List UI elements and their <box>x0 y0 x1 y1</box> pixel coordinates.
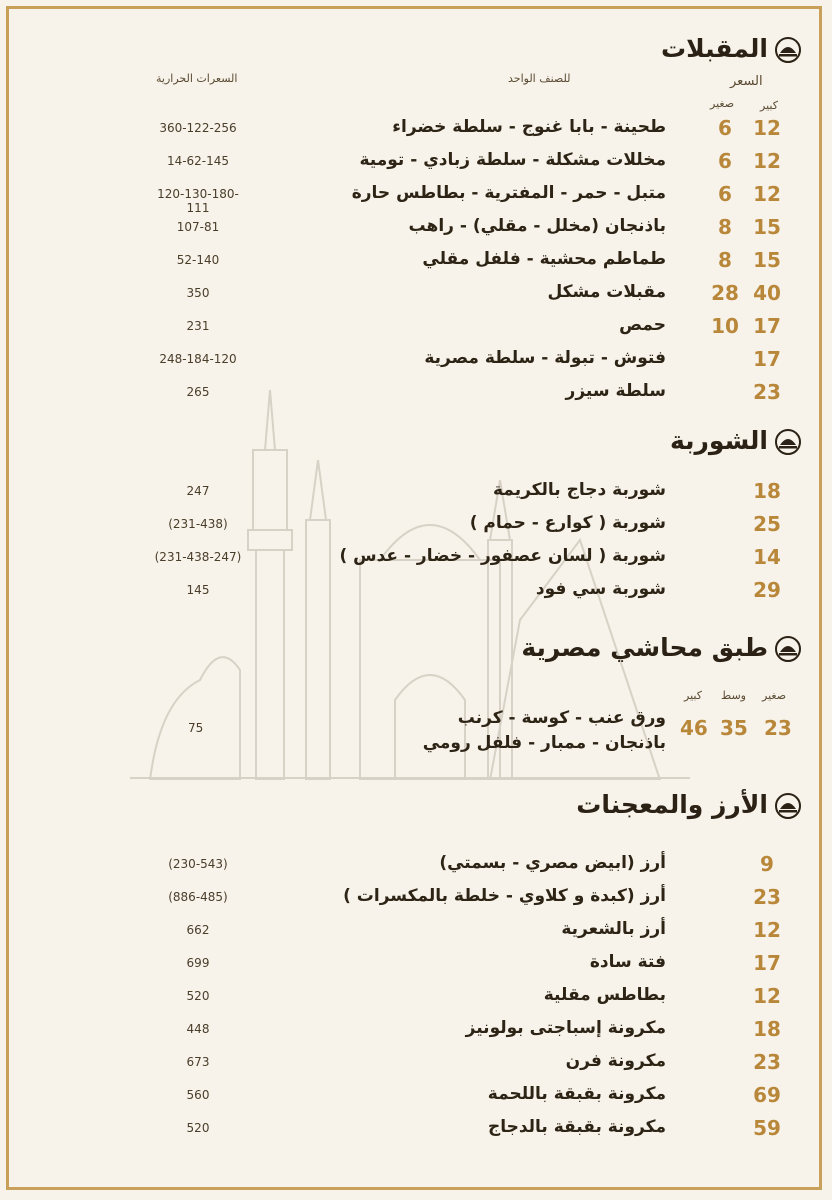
price-small: 6 <box>718 182 732 206</box>
item-calories: 248-184-120 <box>159 352 237 366</box>
item-name: سلطة سيزر <box>565 381 666 401</box>
price-large: 12 <box>753 116 781 140</box>
item-name: شوربة ( لسان عصفور - خضار - عدس ) <box>339 546 666 566</box>
menu-item <box>0 850 832 878</box>
item-name: مقبلات مشكل <box>547 282 666 302</box>
item-calories: (230-543) <box>168 857 228 871</box>
price-medium: 35 <box>720 716 748 740</box>
item-calories: (886-485) <box>168 890 228 904</box>
item-price: 12 <box>753 918 781 942</box>
item-calories: 520 <box>186 989 210 1003</box>
price-large: 12 <box>753 149 781 173</box>
menu-item <box>0 213 832 241</box>
header-unit: للصنف الواحد <box>508 72 571 85</box>
section-title-text: المقبلات <box>660 34 768 63</box>
dome-cover-icon <box>774 428 802 456</box>
menu-item <box>0 883 832 911</box>
item-calories: (231-438) <box>168 517 228 531</box>
item-calories: 662 <box>186 923 210 937</box>
item-calories: 52-140 <box>176 253 220 267</box>
price-small: 28 <box>711 281 739 305</box>
item-price: 9 <box>760 852 774 876</box>
menu-item <box>0 916 832 944</box>
item-price: 18 <box>753 1017 781 1041</box>
item-name: مخللات مشكلة - سلطة زبادي - تومية <box>359 150 666 170</box>
item-calories: 560 <box>186 1088 210 1102</box>
item-price: 12 <box>753 984 781 1008</box>
item-calories: (231-438-247) <box>154 550 242 564</box>
item-name: مكرونة بقبقة باللحمة <box>487 1084 666 1104</box>
item-name: حمص <box>619 315 666 335</box>
menu-item <box>0 1114 832 1142</box>
item-price: 59 <box>753 1116 781 1140</box>
item-name: بطاطس مقلية <box>543 985 666 1005</box>
price-large: 15 <box>753 215 781 239</box>
section-title-appetizers <box>661 34 802 64</box>
item-calories: 265 <box>186 385 210 399</box>
item-calories: 14-62-145 <box>166 154 230 168</box>
item-calories: 145 <box>186 583 210 597</box>
menu-item <box>0 1048 832 1076</box>
item-calories: 360-122-256 <box>159 121 237 135</box>
price-small: 6 <box>718 116 732 140</box>
size-large-label: كبير <box>684 689 702 702</box>
header-small: صغير <box>710 97 735 110</box>
menu-item <box>0 543 832 571</box>
item-name: طحينة - بابا غنوج - سلطة خضراء <box>392 117 666 137</box>
item-name: شوربة ( كوارع - حمام ) <box>469 513 666 533</box>
item-price: 23 <box>753 1050 781 1074</box>
price-large: 12 <box>753 182 781 206</box>
price-small: 10 <box>711 314 739 338</box>
item-name: مكرونة إسباجتى بولونيز <box>465 1018 666 1038</box>
menu-item <box>0 114 832 142</box>
menu-item <box>0 510 832 538</box>
item-price: 29 <box>753 578 781 602</box>
item-calories: 673 <box>186 1055 210 1069</box>
item-price: 25 <box>753 512 781 536</box>
item-calories: 520 <box>186 1121 210 1135</box>
price-large: 15 <box>753 248 781 272</box>
item-price: 69 <box>753 1083 781 1107</box>
price-large: 40 <box>753 281 781 305</box>
menu-item <box>0 378 832 406</box>
price-large: 46 <box>680 716 708 740</box>
menu-item <box>0 477 832 505</box>
item-name: طماطم محشية - فلفل مقلي <box>422 249 666 269</box>
price-large: 17 <box>753 347 781 371</box>
item-name-line-2: باذنجان - ممبار - فلفل رومي <box>422 733 666 753</box>
menu-item <box>0 1015 832 1043</box>
section-title-mahshi <box>521 633 802 663</box>
section-title-text: الشوربة <box>669 426 768 455</box>
header-calories: السعرات الحرارية <box>156 72 238 85</box>
item-name: أرز (ابيض مصري - بسمتي) <box>439 853 666 873</box>
menu-item <box>0 949 832 977</box>
item-calories: 350 <box>186 286 210 300</box>
item-price: 14 <box>753 545 781 569</box>
item-price: 18 <box>753 479 781 503</box>
item-calories: 247 <box>186 484 210 498</box>
dome-cover-icon <box>774 635 802 663</box>
item-name: مكرونة بقبقة بالدجاج <box>487 1117 666 1137</box>
price-small: 6 <box>718 149 732 173</box>
menu-item <box>0 279 832 307</box>
size-medium-label: وسط <box>721 689 746 702</box>
section-title-rice <box>576 790 802 820</box>
menu-item <box>0 312 832 340</box>
item-price: 23 <box>753 885 781 909</box>
item-name: فتة سادة <box>589 952 666 972</box>
section-title-text: طبق محاشي مصرية <box>521 633 768 662</box>
item-name: مكرونة فرن <box>565 1051 666 1071</box>
section-title-text: الأرز والمعجنات <box>576 790 768 819</box>
item-name: شوربة سي فود <box>535 579 666 599</box>
menu-item <box>0 147 832 175</box>
price-large: 23 <box>753 380 781 404</box>
menu-item <box>0 246 832 274</box>
item-name: أرز (كبدة و كلاوي - خلطة بالمكسرات ) <box>343 886 666 906</box>
item-name: باذنجان (مخلل - مقلي) - راهب <box>408 216 666 236</box>
item-calories: 448 <box>186 1022 210 1036</box>
menu-item <box>0 1081 832 1109</box>
menu-item <box>0 982 832 1010</box>
price-small: 8 <box>718 248 732 272</box>
section-title-soup <box>670 426 802 456</box>
menu-item <box>0 576 832 604</box>
header-price: السعر <box>730 74 763 89</box>
item-calories: 699 <box>186 956 210 970</box>
header-large: كبير <box>760 99 778 112</box>
price-large: 17 <box>753 314 781 338</box>
size-small-label: صغير <box>762 689 787 702</box>
dome-cover-icon <box>774 36 802 64</box>
item-name: فتوش - تبولة - سلطة مصرية <box>424 348 666 368</box>
item-calories: 107-81 <box>176 220 220 234</box>
menu-item <box>0 345 832 373</box>
menu-item <box>0 180 832 215</box>
item-calories: 120-130-180-111 <box>157 187 239 215</box>
item-calories: 231 <box>186 319 210 333</box>
item-name-line-1: ورق عنب - كوسة - كرنب <box>457 708 666 728</box>
item-name: شوربة دجاج بالكريمة <box>492 480 666 500</box>
price-small: 23 <box>764 716 792 740</box>
item-name: أرز بالشعرية <box>561 919 666 939</box>
item-calories: 75 <box>188 721 204 735</box>
item-name: متبل - حمر - المفترية - بطاطس حارة <box>351 183 666 203</box>
price-small: 8 <box>718 215 732 239</box>
item-price: 17 <box>753 951 781 975</box>
dome-cover-icon <box>774 792 802 820</box>
